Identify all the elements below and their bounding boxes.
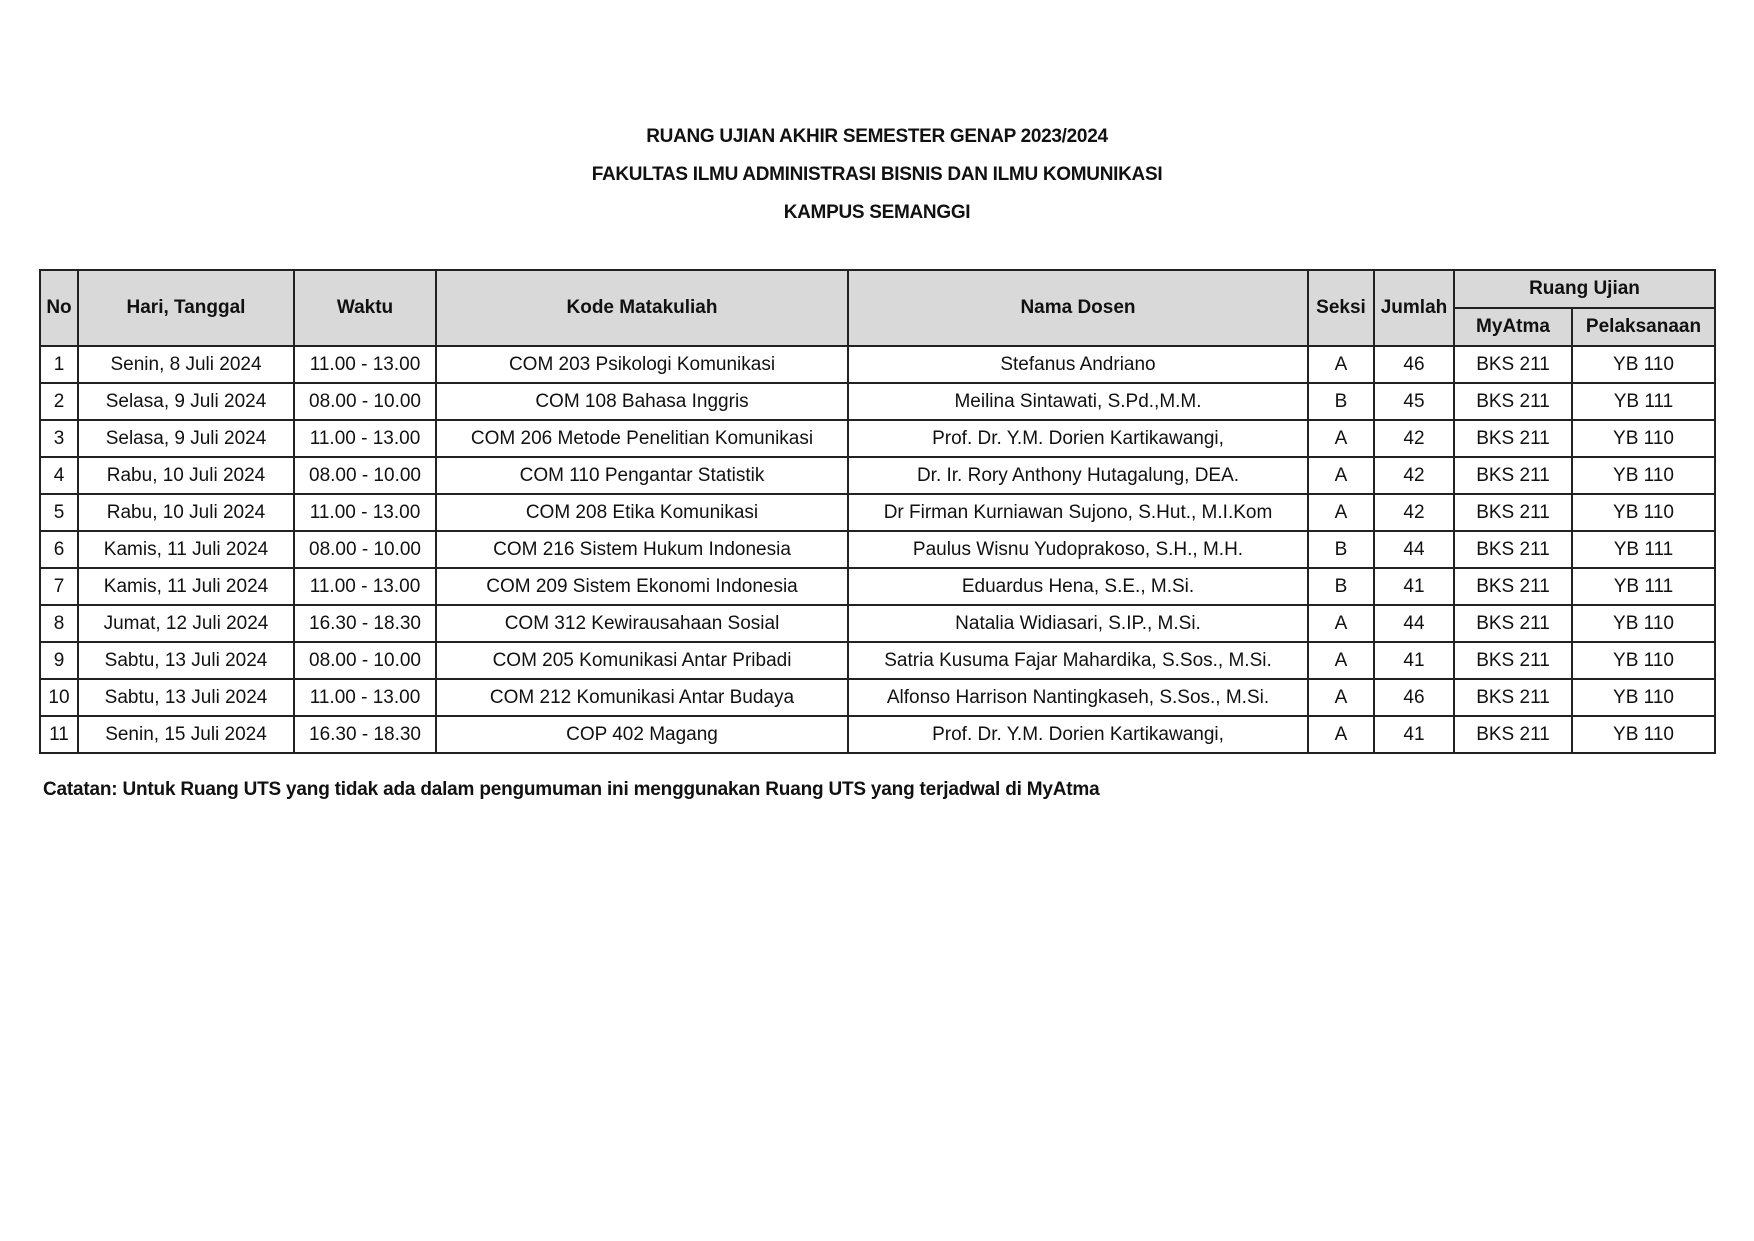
header-count: Jumlah	[1374, 270, 1454, 346]
cell-course: COM 216 Sistem Hukum Indonesia	[436, 531, 848, 568]
cell-count: 42	[1374, 457, 1454, 494]
cell-course: COM 110 Pengantar Statistik	[436, 457, 848, 494]
cell-time: 16.30 - 18.30	[294, 716, 436, 753]
cell-room-myatma: BKS 211	[1454, 568, 1572, 605]
cell-room-myatma: BKS 211	[1454, 494, 1572, 531]
cell-room-actual: YB 110	[1572, 605, 1715, 642]
cell-time: 08.00 - 10.00	[294, 383, 436, 420]
cell-no: 11	[40, 716, 78, 753]
cell-room-actual: YB 110	[1572, 679, 1715, 716]
cell-date: Selasa, 9 Juli 2024	[78, 420, 294, 457]
cell-course: COM 312 Kewirausahaan Sosial	[436, 605, 848, 642]
cell-count: 42	[1374, 420, 1454, 457]
cell-date: Sabtu, 13 Juli 2024	[78, 679, 294, 716]
cell-no: 2	[40, 383, 78, 420]
table-row	[40, 568, 1715, 605]
cell-count: 44	[1374, 531, 1454, 568]
cell-course: COM 203 Psikologi Komunikasi	[436, 346, 848, 383]
cell-no: 6	[40, 531, 78, 568]
footnote: Catatan: Untuk Ruang UTS yang tidak ada dalam pengumuman ini menggunakan Ruang UTS yang terjadwal di MyAtma	[43, 779, 1100, 800]
faculty-name: FAKULTAS ILMU ADMINISTRASI BISNIS DAN ILMU KOMUNIKASI	[591, 164, 1163, 185]
cell-no: 4	[40, 457, 78, 494]
cell-course: COM 108 Bahasa Inggris	[436, 383, 848, 420]
header-date: Hari, Tanggal	[78, 270, 294, 346]
header-room-group: Ruang Ujian	[1454, 270, 1715, 308]
cell-count: 41	[1374, 568, 1454, 605]
cell-no: 5	[40, 494, 78, 531]
table-body	[40, 346, 1715, 753]
cell-count: 41	[1374, 716, 1454, 753]
table-row	[40, 494, 1715, 531]
cell-section: A	[1308, 420, 1374, 457]
header-course: Kode Matakuliah	[436, 270, 848, 346]
cell-room-myatma: BKS 211	[1454, 346, 1572, 383]
cell-section: A	[1308, 494, 1374, 531]
cell-room-actual: YB 111	[1572, 568, 1715, 605]
cell-date: Sabtu, 13 Juli 2024	[78, 642, 294, 679]
table-row	[40, 420, 1715, 457]
cell-section: B	[1308, 568, 1374, 605]
cell-date: Kamis, 11 Juli 2024	[78, 568, 294, 605]
cell-no: 9	[40, 642, 78, 679]
table-row	[40, 531, 1715, 568]
cell-course: COM 205 Komunikasi Antar Pribadi	[436, 642, 848, 679]
cell-course: COM 208 Etika Komunikasi	[436, 494, 848, 531]
cell-no: 7	[40, 568, 78, 605]
cell-course: COP 402 Magang	[436, 716, 848, 753]
header-time: Waktu	[294, 270, 436, 346]
cell-room-myatma: BKS 211	[1454, 716, 1572, 753]
cell-room-actual: YB 111	[1572, 531, 1715, 568]
table-header	[40, 270, 1715, 346]
cell-course: COM 212 Komunikasi Antar Budaya	[436, 679, 848, 716]
header-lecturer: Nama Dosen	[848, 270, 1308, 346]
cell-lecturer: Prof. Dr. Y.M. Dorien Kartikawangi,	[848, 420, 1308, 457]
cell-section: A	[1308, 642, 1374, 679]
table-row	[40, 346, 1715, 383]
cell-lecturer: Dr. Ir. Rory Anthony Hutagalung, DEA.	[848, 457, 1308, 494]
table-row	[40, 457, 1715, 494]
cell-section: A	[1308, 716, 1374, 753]
cell-time: 08.00 - 10.00	[294, 531, 436, 568]
cell-room-actual: YB 110	[1572, 494, 1715, 531]
cell-room-actual: YB 110	[1572, 420, 1715, 457]
cell-room-actual: YB 111	[1572, 383, 1715, 420]
cell-date: Rabu, 10 Juli 2024	[78, 494, 294, 531]
cell-course: COM 209 Sistem Ekonomi Indonesia	[436, 568, 848, 605]
table-row	[40, 642, 1715, 679]
cell-time: 16.30 - 18.30	[294, 605, 436, 642]
header-room-actual: Pelaksanaan	[1572, 308, 1715, 346]
cell-no: 8	[40, 605, 78, 642]
cell-date: Senin, 15 Juli 2024	[78, 716, 294, 753]
cell-room-actual: YB 110	[1572, 716, 1715, 753]
cell-lecturer: Stefanus Andriano	[848, 346, 1308, 383]
cell-lecturer: Meilina Sintawati, S.Pd.,M.M.	[848, 383, 1308, 420]
cell-lecturer: Eduardus Hena, S.E., M.Si.	[848, 568, 1308, 605]
cell-no: 1	[40, 346, 78, 383]
cell-room-actual: YB 110	[1572, 457, 1715, 494]
document-header	[0, 118, 1754, 232]
cell-room-myatma: BKS 211	[1454, 420, 1572, 457]
cell-section: A	[1308, 605, 1374, 642]
exam-room-table	[39, 269, 1716, 754]
cell-no: 10	[40, 679, 78, 716]
cell-count: 41	[1374, 642, 1454, 679]
cell-room-myatma: BKS 211	[1454, 642, 1572, 679]
cell-room-actual: YB 110	[1572, 642, 1715, 679]
table-row	[40, 605, 1715, 642]
cell-time: 11.00 - 13.00	[294, 679, 436, 716]
header-section: Seksi	[1308, 270, 1374, 346]
cell-section: B	[1308, 531, 1374, 568]
cell-room-myatma: BKS 211	[1454, 605, 1572, 642]
cell-count: 44	[1374, 605, 1454, 642]
cell-course: COM 206 Metode Penelitian Komunikasi	[436, 420, 848, 457]
header-room-myatma: MyAtma	[1454, 308, 1572, 346]
cell-time: 11.00 - 13.00	[294, 346, 436, 383]
cell-room-myatma: BKS 211	[1454, 457, 1572, 494]
cell-room-myatma: BKS 211	[1454, 679, 1572, 716]
cell-time: 08.00 - 10.00	[294, 457, 436, 494]
cell-time: 08.00 - 10.00	[294, 642, 436, 679]
cell-section: A	[1308, 346, 1374, 383]
cell-section: A	[1308, 457, 1374, 494]
cell-lecturer: Paulus Wisnu Yudoprakoso, S.H., M.H.	[848, 531, 1308, 568]
cell-time: 11.00 - 13.00	[294, 420, 436, 457]
cell-lecturer: Alfonso Harrison Nantingkaseh, S.Sos., M.Si.	[848, 679, 1308, 716]
cell-time: 11.00 - 13.00	[294, 494, 436, 531]
cell-lecturer: Natalia Widiasari, S.IP., M.Si.	[848, 605, 1308, 642]
cell-count: 45	[1374, 383, 1454, 420]
header-no: No	[40, 270, 78, 346]
cell-room-myatma: BKS 211	[1454, 531, 1572, 568]
cell-lecturer: Prof. Dr. Y.M. Dorien Kartikawangi,	[848, 716, 1308, 753]
cell-no: 3	[40, 420, 78, 457]
cell-room-actual: YB 110	[1572, 346, 1715, 383]
table-row	[40, 383, 1715, 420]
cell-count: 46	[1374, 346, 1454, 383]
cell-date: Senin, 8 Juli 2024	[78, 346, 294, 383]
cell-date: Kamis, 11 Juli 2024	[78, 531, 294, 568]
cell-lecturer: Dr Firman Kurniawan Sujono, S.Hut., M.I.Kom	[848, 494, 1308, 531]
table-row	[40, 679, 1715, 716]
cell-date: Selasa, 9 Juli 2024	[78, 383, 294, 420]
cell-section: B	[1308, 383, 1374, 420]
cell-room-myatma: BKS 211	[1454, 383, 1572, 420]
document-title: RUANG UJIAN AKHIR SEMESTER GENAP 2023/2024	[646, 126, 1108, 147]
cell-count: 46	[1374, 679, 1454, 716]
table-row	[40, 716, 1715, 753]
campus-name: KAMPUS SEMANGGI	[783, 202, 971, 223]
cell-date: Rabu, 10 Juli 2024	[78, 457, 294, 494]
cell-count: 42	[1374, 494, 1454, 531]
cell-lecturer: Satria Kusuma Fajar Mahardika, S.Sos., M.Si.	[848, 642, 1308, 679]
cell-section: A	[1308, 679, 1374, 716]
cell-time: 11.00 - 13.00	[294, 568, 436, 605]
cell-date: Jumat, 12 Juli 2024	[78, 605, 294, 642]
